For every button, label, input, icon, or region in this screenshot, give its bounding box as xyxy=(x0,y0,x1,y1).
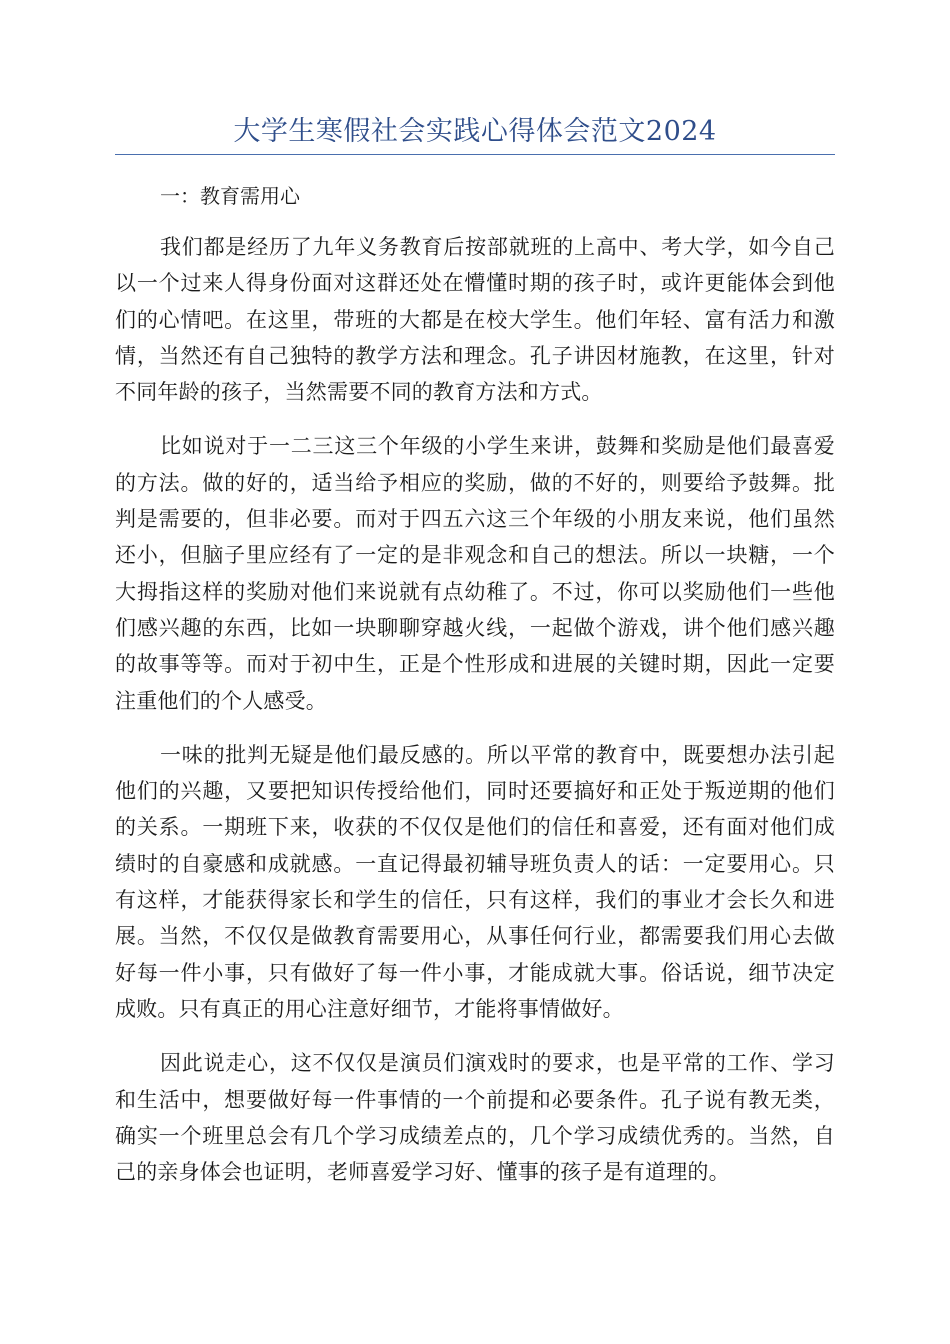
body-paragraph: 比如说对于一二三这三个年级的小学生来讲，鼓舞和奖励是他们最喜爱的方法。做的好的，适当给予相应的奖励，做的不好的，则要给予鼓舞。批判是需要的，但非必要。而对于四五六这三个年级的小朋友来说，他们虽然还小，但脑子里应经有了一定的是非观念和自己的想法。所以一块糖，一个大拇指这样的奖励对他们来说就有点幼稚了。不过，你可以奖励他们一些他们感兴趣的东西，比如一块聊聊穿越火线，一起做个游戏，讲个他们感兴趣的故事等等。而对于初中生，正是个性形成和进展的关键时期，因此一定要注重他们的个人感受。 xyxy=(115,434,835,713)
body-paragraph: 因此说走心，这不仅仅是演员们演戏时的要求，也是平常的工作、学习和生活中，想要做好每一件事情的一个前提和必要条件。孔子说有教无类，确实一个班里总会有几个学习成绩差点的，几个学习成绩优秀的。当然，自己的亲身体会也证明，老师喜爱学习好、懂事的孩子是有道理的。 xyxy=(115,1051,835,1185)
body-paragraph: 一味的批判无疑是他们最反感的。所以平常的教育中，既要想办法引起他们的兴趣，又要把知识传授给他们，同时还要搞好和正处于叛逆期的他们的关系。一期班下来，收获的不仅仅是他们的信任和喜爱，还有面对他们成绩时的自豪感和成就感。一直记得最初辅导班负责人的话：一定要用心。只有这样，才能获得家长和学生的信任，只有这样，我们的事业才会长久和进展。当然，不仅仅是做教育需要用心，从事任何行业，都需要我们用心去做好每一件小事，只有做好了每一件小事，才能成就大事。俗话说，细节决定成败。只有真正的用心注意好细节，才能将事情做好。 xyxy=(115,742,835,1021)
document-title: 大学生寒假社会实践心得体会范文2024 xyxy=(233,116,717,147)
document-body xyxy=(115,229,835,1208)
body-paragraph: 我们都是经历了九年义务教育后按部就班的上高中、考大学，如今自己以一个过来人得身份面对这群还处在懵懂时期的孩子时，或许更能体会到他们的心情吧。在这里，带班的大都是在校大学生。他们年轻、富有活力和激情，当然还有自己独特的教学方法和理念。孔子讲因材施教，在这里，针对不同年龄的孩子，当然需要不同的教育方法和方式。 xyxy=(115,235,835,405)
section-heading: 一：教育需用心 xyxy=(160,184,300,208)
title-underline xyxy=(115,154,835,155)
